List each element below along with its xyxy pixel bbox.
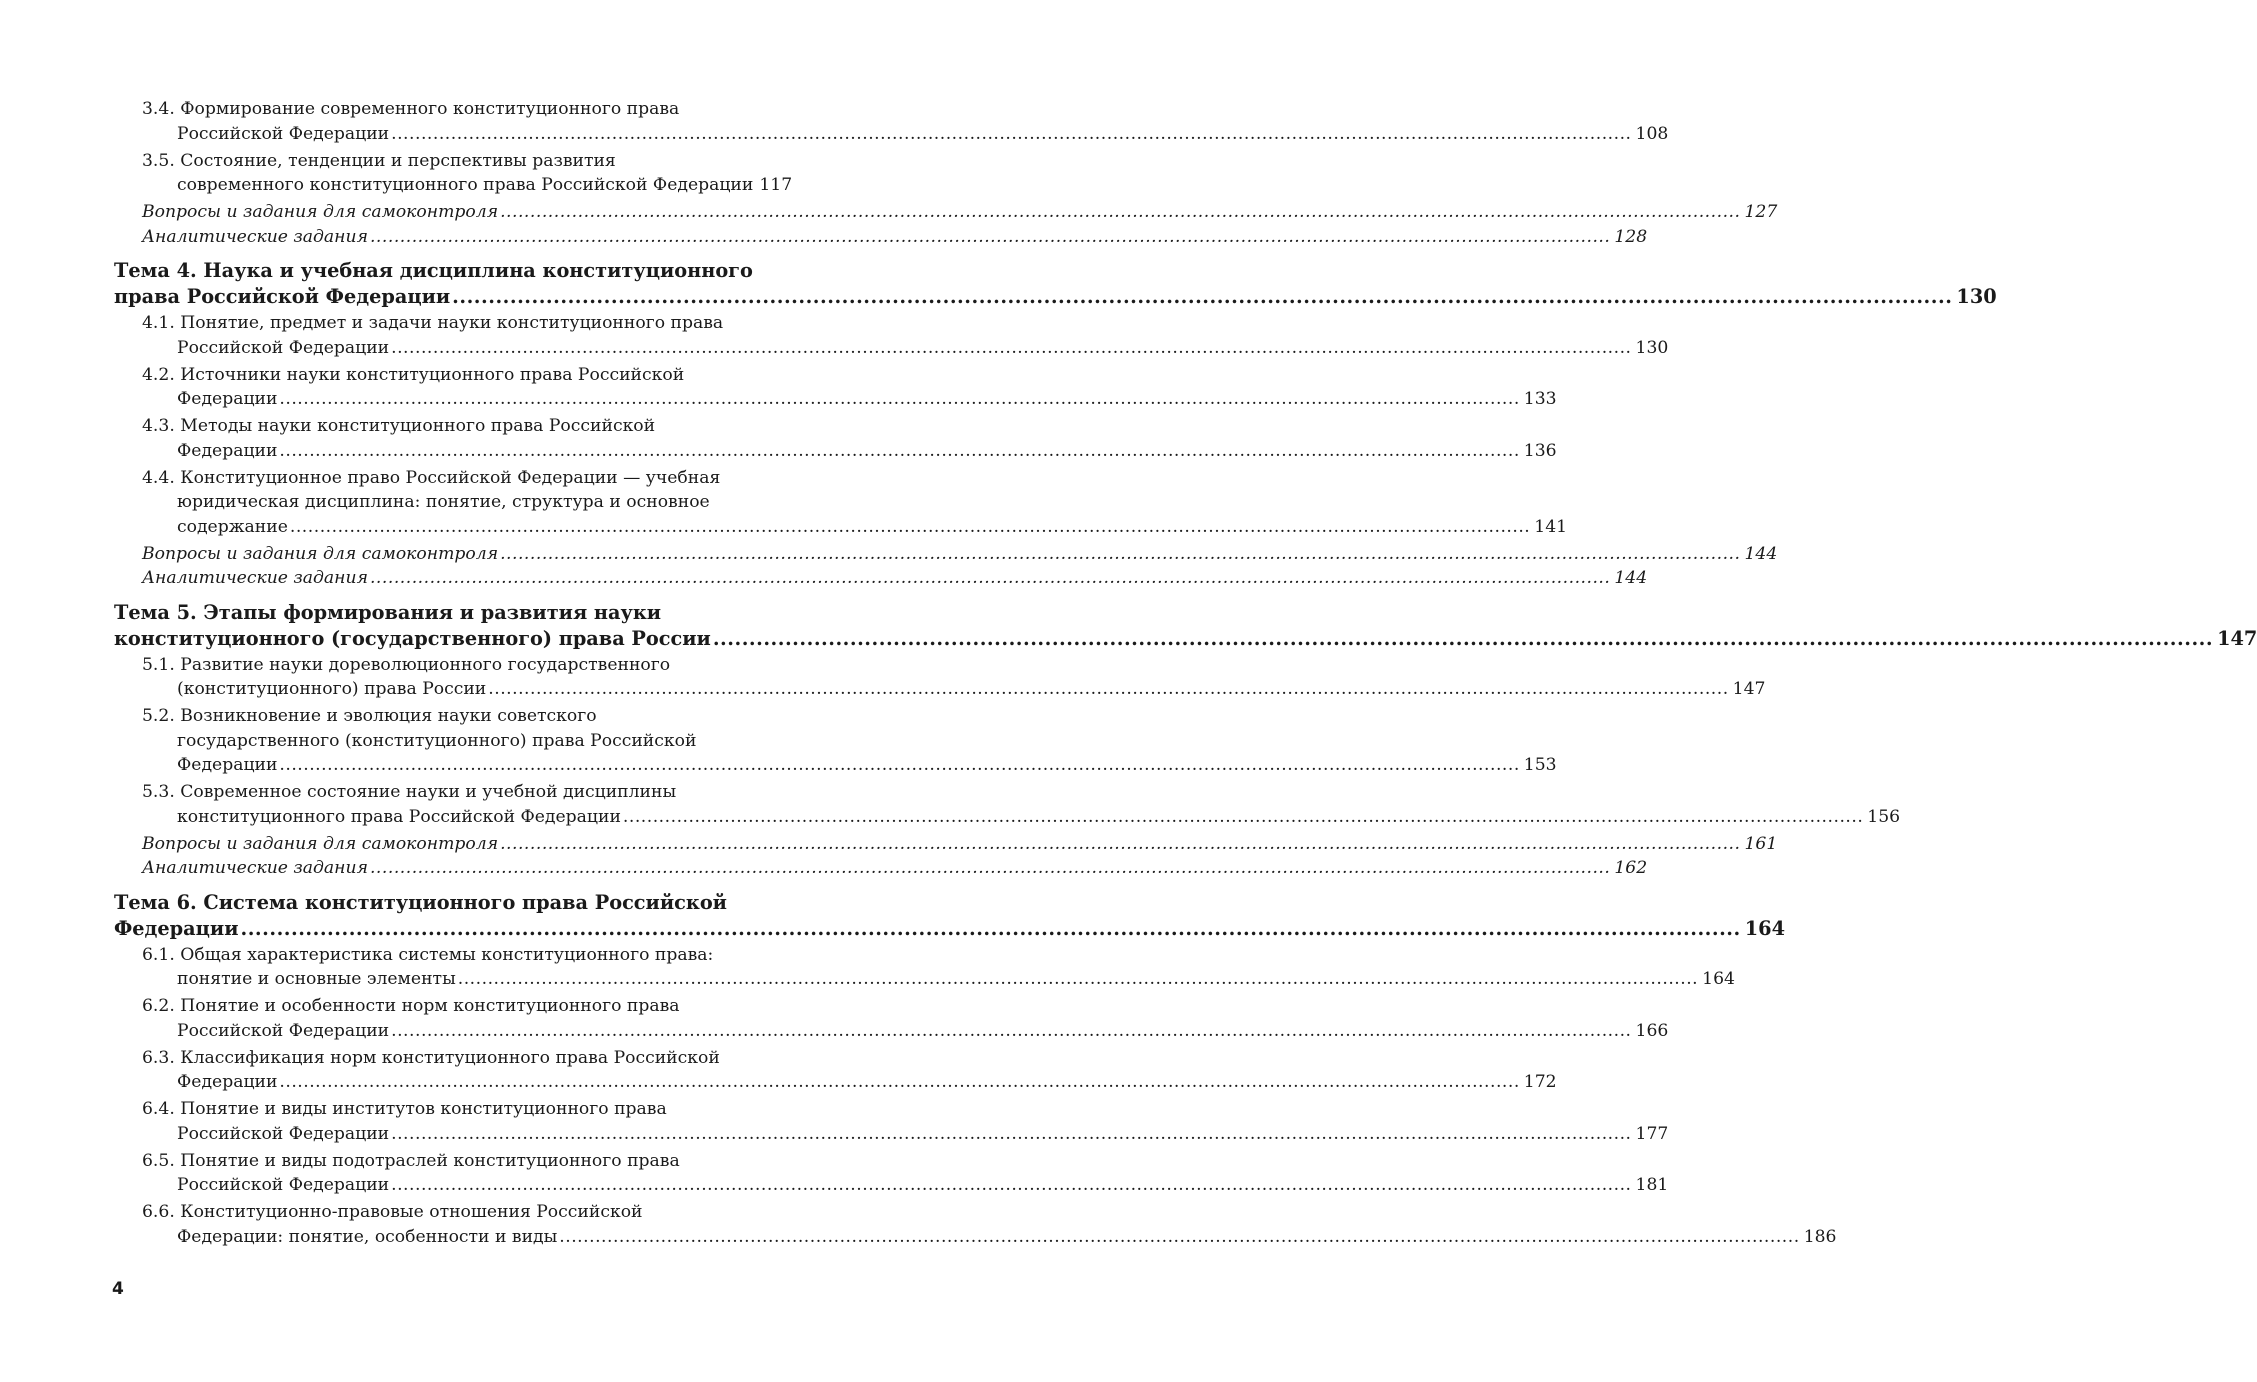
toc-page-number: 127 — [1744, 202, 1778, 222]
toc-page-number: 130 — [1635, 337, 1669, 358]
toc-entry-line — [114, 1019, 1669, 1044]
dot-leader — [368, 566, 1610, 591]
toc-entry-text: юридическая дисциплина: понятие, структура и основное — [177, 492, 710, 512]
toc-entry-line — [142, 542, 1778, 567]
toc-section-entry — [114, 653, 1766, 702]
toc-topic-entry — [114, 600, 2257, 652]
dot-leader — [277, 753, 1519, 778]
toc-entry-text: Федерации — [177, 1072, 278, 1092]
toc-entry-line — [114, 994, 788, 1019]
toc-entry-text: Российской Федерации — [177, 1020, 390, 1041]
toc-exercise-entry — [114, 566, 1648, 591]
toc-entry-line — [114, 780, 788, 805]
toc-exercise-entry — [114, 542, 1778, 567]
toc-entry-text: 4.4. Конституционное право Российской Федерации — учебная — [142, 467, 721, 488]
toc-entry-text: 4.3. Методы науки конституционного права Российской — [142, 416, 656, 436]
toc-entry-text: конституционного (государственного) права России — [114, 626, 711, 650]
dot-leader — [498, 200, 1740, 225]
toc-page-number: 133 — [1523, 389, 1557, 409]
dot-leader — [486, 677, 1728, 702]
dot-leader — [277, 1070, 1519, 1095]
toc-entry-text: 3.5. Состояние, тенденции и перспективы развития — [142, 150, 616, 171]
toc-entry-text: Российской Федерации — [177, 1175, 390, 1195]
toc-entry-text: 6.4. Понятие и виды институтов конституционного права — [142, 1099, 667, 1119]
dot-leader — [498, 542, 1740, 567]
toc-page-number: 161 — [1744, 833, 1778, 854]
toc-entry-line — [114, 967, 1735, 992]
toc-entry-line — [114, 515, 1568, 540]
toc-entry-line — [114, 490, 788, 515]
toc-section-entry — [114, 1149, 1669, 1198]
toc-entry-line — [114, 149, 788, 174]
toc-entry-text: Российской Федерации — [177, 1123, 390, 1144]
page-number: 4 — [112, 1279, 124, 1299]
toc-entry-line — [142, 566, 1648, 591]
dot-leader — [456, 967, 1698, 992]
toc-entry-line — [114, 363, 788, 388]
toc-entry-line — [114, 653, 788, 678]
dot-leader — [557, 1225, 1799, 1250]
toc-entry-line — [114, 704, 788, 729]
toc-page-number: 108 — [1635, 123, 1669, 144]
toc-entry-line — [142, 856, 1648, 881]
toc-entry-line — [114, 1122, 1669, 1147]
toc-entry-line — [114, 1149, 788, 1174]
toc-page-number: 164 — [1744, 916, 1785, 940]
toc-entry-line — [114, 311, 788, 336]
dot-leader — [368, 856, 1610, 881]
toc-entry-line — [114, 890, 788, 916]
toc-section-entry — [114, 1046, 1557, 1095]
toc-entry-line — [114, 677, 1766, 702]
dot-leader — [389, 122, 1631, 147]
toc-entry-line — [114, 284, 1997, 310]
toc-entry-line — [114, 753, 1557, 778]
toc-exercise-entry — [114, 225, 1648, 250]
toc-entry-text: права Российской Федерации — [114, 285, 451, 308]
toc-entry-text: 4.2. Источники науки конституционного права Российской — [142, 364, 685, 385]
dot-leader — [389, 336, 1631, 361]
toc-entry-text: Аналитические задания — [142, 858, 368, 878]
toc-entry-text: Российской Федерации — [177, 123, 390, 144]
toc-entry-text: (конституционного) права России — [177, 679, 487, 699]
toc-page-number: 130 — [1956, 285, 1997, 308]
toc-entry-text: Тема 5. Этапы формирования и развития науки — [114, 600, 662, 624]
toc-entry-line — [114, 466, 788, 491]
toc-section-entry — [114, 1097, 1669, 1146]
toc-entry-line — [114, 916, 1785, 942]
toc-entry-line — [114, 97, 788, 122]
toc-entry-line — [114, 805, 1901, 830]
dot-leader — [389, 1019, 1631, 1044]
toc-entry-text: 4.1. Понятие, предмет и задачи науки конституционного права — [142, 313, 724, 333]
toc-entry-text: Федерации: понятие, особенности и виды — [177, 1226, 558, 1247]
dot-leader — [711, 626, 2213, 652]
toc-page-number: 186 — [1803, 1226, 1837, 1247]
toc-entry-text: Аналитические задания — [142, 226, 368, 247]
toc-entry-line — [114, 439, 1557, 464]
dot-leader — [498, 832, 1740, 857]
toc-page-number: 172 — [1523, 1072, 1557, 1092]
dot-leader — [288, 515, 1530, 540]
toc-page-number: 144 — [1744, 543, 1778, 564]
toc-entry-text: современного конституционного права Российской Федерации — [177, 175, 754, 195]
toc-topic-entry — [114, 890, 1785, 942]
toc-entry-line — [114, 1173, 1669, 1198]
toc-page-number: 162 — [1614, 858, 1648, 878]
toc-entry-text: 5.1. Развитие науки дореволюционного государственного — [142, 654, 671, 675]
toc-section-entry — [114, 311, 1669, 360]
toc-entry-text: государственного (конституционного) права Российской — [177, 730, 697, 751]
toc-entry-line — [114, 1070, 1557, 1095]
toc-page-number: 117 — [759, 175, 793, 195]
toc-page-number: 136 — [1523, 440, 1557, 461]
toc-entry-text: Федерации — [177, 440, 278, 461]
toc-entry-text: Вопросы и задания для самоконтроля — [142, 833, 499, 854]
toc-entry-line — [114, 336, 1669, 361]
toc-entry-text: 6.1. Общая характеристика системы конституционного права: — [142, 944, 714, 965]
toc-page-number: 141 — [1534, 516, 1568, 537]
toc-section-entry — [114, 994, 1669, 1043]
dot-leader — [389, 1173, 1631, 1198]
toc-entry-text: 5.3. Современное состояние науки и учебной дисциплины — [142, 782, 677, 802]
toc-entry-line — [114, 626, 2257, 652]
toc-entry-line — [142, 225, 1648, 250]
toc-entry-line — [114, 173, 793, 198]
toc-section-entry — [114, 780, 1901, 829]
toc-section-entry — [114, 943, 1735, 992]
dot-leader — [277, 439, 1519, 464]
toc-page-number: 156 — [1867, 806, 1901, 827]
toc-entry-text: Российской Федерации — [177, 337, 390, 358]
toc-exercise-entry — [114, 856, 1648, 881]
toc-section-entry — [114, 414, 1557, 463]
toc-exercise-entry — [114, 832, 1778, 857]
dot-leader — [277, 387, 1519, 412]
toc-entry-text: Аналитические задания — [142, 568, 368, 588]
toc-entry-line — [114, 600, 788, 626]
toc-entry-text: Федерации — [177, 755, 278, 775]
toc-entry-text: понятие и основные элементы — [177, 969, 456, 989]
toc-page-number: 164 — [1702, 969, 1735, 989]
toc-section-entry — [114, 149, 793, 198]
toc-page-number: 153 — [1523, 755, 1557, 775]
toc-entry-text: 6.3. Классификация норм конституционного права Российской — [142, 1047, 720, 1068]
toc-entry-line — [114, 387, 1557, 412]
toc-section-entry — [114, 466, 1568, 540]
toc-entry-line — [114, 1200, 788, 1225]
toc-entry-line — [114, 943, 788, 968]
table-of-contents — [114, 97, 2257, 1252]
dot-leader — [389, 1122, 1631, 1147]
toc-entry-line — [114, 414, 788, 439]
toc-entry-text: 6.6. Конституционно-правовые отношения Российской — [142, 1202, 643, 1222]
dot-leader — [239, 916, 1741, 942]
toc-entry-text: конституционного права Российской Федерации — [177, 806, 621, 827]
toc-entry-text: Тема 4. Наука и учебная дисциплина конституционного — [114, 259, 753, 282]
toc-topic-entry — [114, 258, 1997, 310]
toc-section-entry — [114, 97, 1669, 146]
toc-entry-line — [114, 1225, 1837, 1250]
toc-entry-line — [142, 200, 1778, 225]
dot-leader — [450, 284, 1952, 310]
toc-entry-text: Тема 6. Система конституционного права Российской — [114, 890, 727, 914]
toc-entry-line — [114, 1097, 788, 1122]
toc-section-entry — [114, 1200, 1837, 1249]
toc-entry-line — [114, 122, 1669, 147]
toc-page-number: 144 — [1614, 568, 1648, 588]
toc-page-number: 177 — [1635, 1123, 1669, 1144]
toc-section-entry — [114, 704, 1557, 778]
toc-entry-text: 6.2. Понятие и особенности норм конституционного права — [142, 996, 680, 1016]
toc-entry-text: Вопросы и задания для самоконтроля — [142, 202, 499, 222]
toc-page-number: 147 — [2217, 626, 2257, 650]
toc-entry-text: 3.4. Формирование современного конституционного права — [142, 99, 680, 119]
toc-entry-text: 5.2. Возникновение и эволюция науки советского — [142, 706, 597, 726]
toc-page-number: 181 — [1635, 1175, 1669, 1195]
toc-entry-text: 6.5. Понятие и виды подотраслей конституционного права — [142, 1150, 680, 1171]
toc-entry-text: Вопросы и задания для самоконтроля — [142, 543, 499, 564]
toc-entry-line — [142, 832, 1778, 857]
toc-page-number: 128 — [1614, 226, 1648, 247]
toc-entry-text: Федерации — [114, 916, 239, 940]
toc-entry-text: содержание — [177, 516, 288, 537]
toc-exercise-entry — [114, 200, 1778, 225]
dot-leader — [368, 225, 1610, 250]
toc-entry-text: Федерации — [177, 389, 278, 409]
toc-entry-line — [114, 729, 788, 754]
toc-entry-line — [114, 1046, 788, 1071]
toc-page-number: 147 — [1732, 679, 1766, 699]
dot-leader — [621, 805, 1863, 830]
toc-section-entry — [114, 363, 1557, 412]
toc-entry-line — [114, 258, 788, 284]
toc-page-number: 166 — [1635, 1020, 1669, 1041]
